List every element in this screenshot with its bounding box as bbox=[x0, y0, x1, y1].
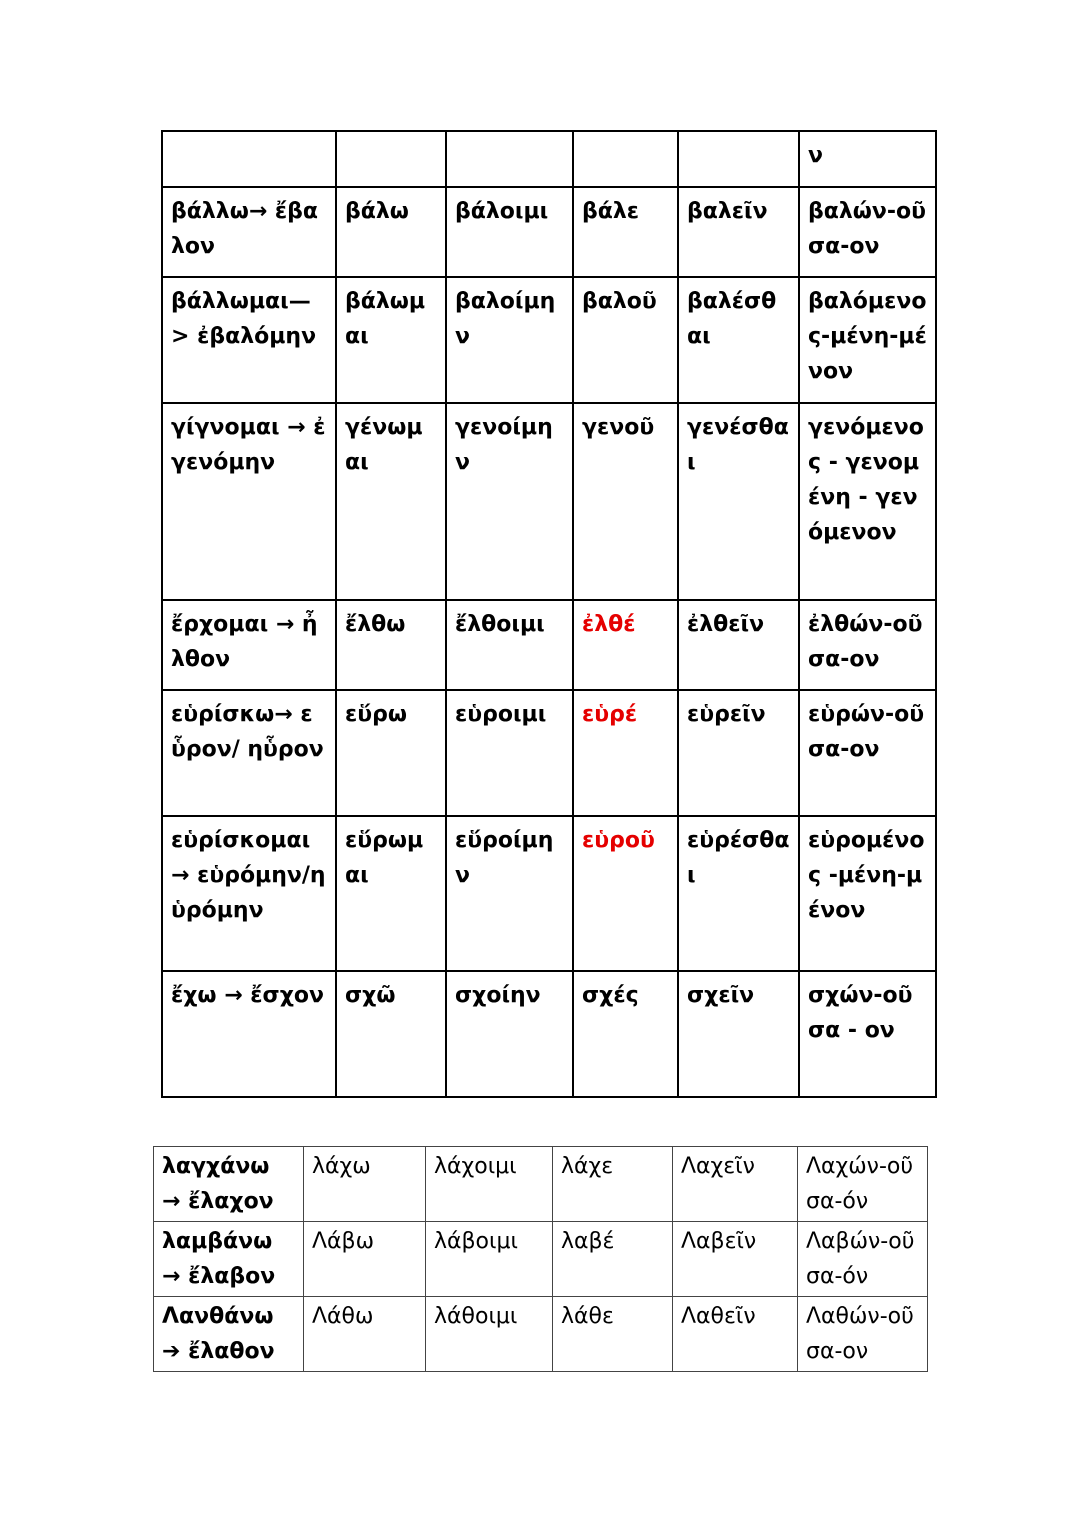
verb-cell: εὑρίσκω→ εὗρον/ ηὗρον bbox=[162, 690, 336, 816]
participle-cell: σχών-οῦσα - ον bbox=[799, 971, 936, 1097]
optative-cell: λάχοιμι bbox=[426, 1147, 553, 1222]
verb-cell: λαγχάνω → ἔλαχον bbox=[154, 1147, 304, 1222]
subjunctive-cell: ἔλθω bbox=[336, 600, 446, 690]
verb-cell: λαμβάνω → ἔλαβον bbox=[154, 1222, 304, 1297]
subjunctive-cell: λάχω bbox=[304, 1147, 426, 1222]
imperative-cell: σχές bbox=[573, 971, 678, 1097]
cell bbox=[446, 131, 573, 187]
optative-cell: γενοίμην bbox=[446, 403, 573, 600]
subjunctive-cell: εὕρω bbox=[336, 690, 446, 816]
infinitive-cell: σχεῖν bbox=[678, 971, 799, 1097]
cell bbox=[336, 131, 446, 187]
optative-cell: βαλοίμην bbox=[446, 277, 573, 403]
participle-cell: βαλόμενος-μένη-μένον bbox=[799, 277, 936, 403]
table-row bbox=[162, 816, 936, 971]
subjunctive-cell: βάλω bbox=[336, 187, 446, 277]
optative-cell: εὑροιμι bbox=[446, 690, 573, 816]
verb-cell: Λανθάνω ➔ ἔλαθον bbox=[154, 1297, 304, 1372]
infinitive-cell: Λαβεῖν bbox=[673, 1222, 798, 1297]
infinitive-cell: εὑρεῖν bbox=[678, 690, 799, 816]
imperative-cell: γενοῦ bbox=[573, 403, 678, 600]
optative-cell: λάθοιμι bbox=[426, 1297, 553, 1372]
verb-cell: βάλλωμαι—> ἐβαλόμην bbox=[162, 277, 336, 403]
cell bbox=[573, 131, 678, 187]
table-row bbox=[162, 971, 936, 1097]
participle-cell: εὑρομένος -μένη-μένον bbox=[799, 816, 936, 971]
table-row bbox=[162, 403, 936, 600]
infinitive-cell: βαλεῖν bbox=[678, 187, 799, 277]
infinitive-cell: βαλέσθαι bbox=[678, 277, 799, 403]
table-row bbox=[162, 690, 936, 816]
table-row bbox=[154, 1147, 928, 1222]
cell bbox=[162, 131, 336, 187]
subjunctive-cell: γένωμαι bbox=[336, 403, 446, 600]
table-row bbox=[154, 1297, 928, 1372]
subjunctive-cell: σχῶ bbox=[336, 971, 446, 1097]
imperative-cell: βάλε bbox=[573, 187, 678, 277]
optative-cell: ἔλθοιμι bbox=[446, 600, 573, 690]
infinitive-cell: γενέσθαι bbox=[678, 403, 799, 600]
subjunctive-cell: βάλωμαι bbox=[336, 277, 446, 403]
aorist-forms-table bbox=[161, 130, 937, 1098]
optative-cell: βάλοιμι bbox=[446, 187, 573, 277]
imperative-cell-highlighted: ἐλθέ bbox=[573, 600, 678, 690]
table-row bbox=[162, 187, 936, 277]
verb-cell: βάλλω→ ἔβαλον bbox=[162, 187, 336, 277]
table-row bbox=[154, 1222, 928, 1297]
imperative-cell: λαβέ bbox=[553, 1222, 673, 1297]
participle-cell: Λαθών-οῦσα-ον bbox=[798, 1297, 928, 1372]
optative-cell: εὕροίμην bbox=[446, 816, 573, 971]
participle-cell: γενόμενος - γενομένη - γενόμενον bbox=[799, 403, 936, 600]
infinitive-cell: Λαχεῖν bbox=[673, 1147, 798, 1222]
imperative-cell: βαλοῦ bbox=[573, 277, 678, 403]
participle-cell: εὑρών-οῦσα-ον bbox=[799, 690, 936, 816]
infinitive-cell: εὑρέσθαι bbox=[678, 816, 799, 971]
cell: ν bbox=[799, 131, 936, 187]
verb-cell: εὑρίσκομαι → εὑρόμην/ηὑρόμην bbox=[162, 816, 336, 971]
table-row bbox=[162, 277, 936, 403]
table-row bbox=[162, 131, 936, 187]
optative-cell: λάβοιμι bbox=[426, 1222, 553, 1297]
participle-cell: Λαβών-οῦσα-όν bbox=[798, 1222, 928, 1297]
subjunctive-cell: Λάβω bbox=[304, 1222, 426, 1297]
verb-cell: ἔρχομαι → ἦλθον bbox=[162, 600, 336, 690]
imperative-cell-highlighted: εὑροῦ bbox=[573, 816, 678, 971]
table-row bbox=[162, 600, 936, 690]
verb-cell: ἔχω → ἔσχον bbox=[162, 971, 336, 1097]
participle-cell: ἐλθών-οῦσα-ον bbox=[799, 600, 936, 690]
imperative-cell-highlighted: εὑρέ bbox=[573, 690, 678, 816]
cell bbox=[678, 131, 799, 187]
imperative-cell: λάθε bbox=[553, 1297, 673, 1372]
participle-cell: βαλών-οῦσα-ον bbox=[799, 187, 936, 277]
infinitive-cell: ἐλθεῖν bbox=[678, 600, 799, 690]
subjunctive-cell: Λάθω bbox=[304, 1297, 426, 1372]
verb-cell: γίγνομαι → ἐγενόμην bbox=[162, 403, 336, 600]
infinitive-cell: Λαθεῖν bbox=[673, 1297, 798, 1372]
imperative-cell: λάχε bbox=[553, 1147, 673, 1222]
optative-cell: σχοίην bbox=[446, 971, 573, 1097]
subjunctive-cell: εὕρωμαι bbox=[336, 816, 446, 971]
second-aorist-table bbox=[153, 1146, 928, 1372]
participle-cell: Λαχών-οῦσα-όν bbox=[798, 1147, 928, 1222]
